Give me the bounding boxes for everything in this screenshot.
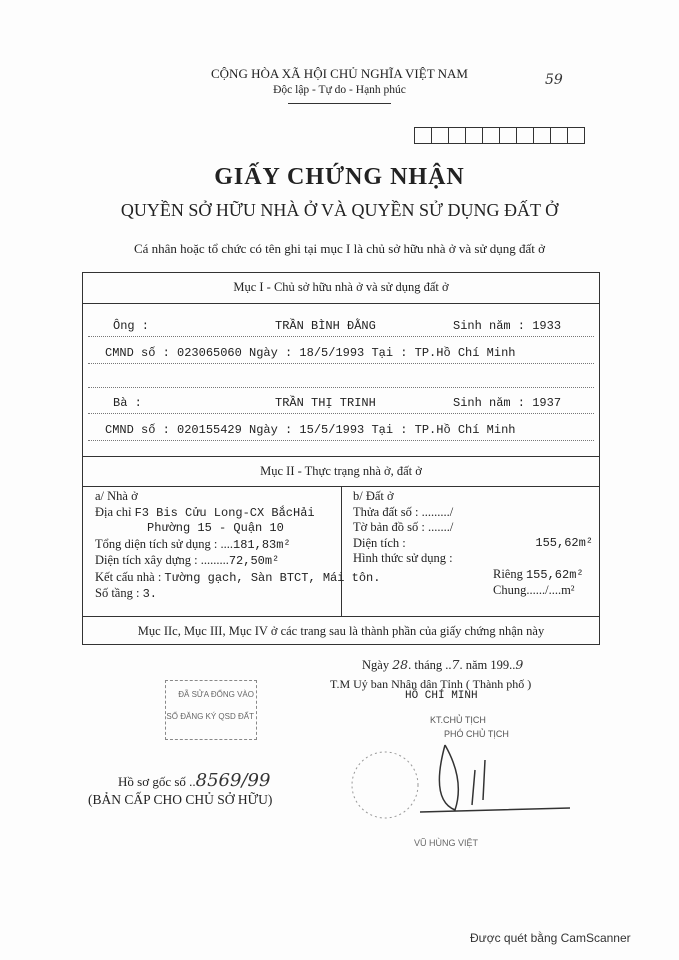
page-number: 59 bbox=[545, 72, 563, 88]
document-subtitle: QUYỀN SỞ HỮU NHÀ Ở VÀ QUYỀN SỬ DỤNG ĐẤT Ở bbox=[120, 200, 559, 220]
section2-heading: Mục II - Thực trạng nhà ở, đất ở bbox=[260, 464, 422, 478]
registration-stamp: ĐÃ SỬA ĐỔNG VÀO SỔ ĐĂNG KÝ QSD ĐẤT bbox=[165, 680, 257, 740]
copy-note: (BẢN CẤP CHO CHỦ SỞ HỮU) bbox=[88, 792, 273, 807]
role-line2: PHÓ CHỦ TỊCH bbox=[444, 729, 509, 739]
certificate-table bbox=[82, 272, 600, 645]
owner1-name: TRẦN BÌNH ĐẰNG bbox=[275, 319, 376, 333]
document-title: GIẤY CHỨNG NHẬN bbox=[214, 164, 465, 190]
section1-heading: Mục I - Chủ sở hữu nhà ở và sử dụng đất ở bbox=[233, 280, 449, 294]
issuing-authority: T.M Uỷ ban Nhân dân Tỉnh ( Thành phố ) bbox=[330, 677, 532, 691]
owner1-title: Ông : bbox=[113, 319, 150, 333]
country-name: CỘNG HÒA XÃ HỘI CHỦ NGHĨA VIỆT NAM bbox=[211, 66, 468, 81]
owner2-title: Bà : bbox=[113, 396, 142, 410]
issue-date: Ngày 28. tháng ..7. năm 199..9 bbox=[362, 657, 524, 672]
signer-name: VŨ HÙNG VIỆT bbox=[414, 838, 479, 848]
owner2-name: TRẦN THỊ TRINH bbox=[275, 396, 376, 410]
section2-footer: Mục IIc, Mục III, Mục IV ở các trang sau là thành phần của giấy chứng nhận này bbox=[137, 624, 545, 638]
owner1-birth: Sinh năm : 1933 bbox=[453, 319, 562, 333]
motto: Độc lập - Tự do - Hạnh phúc bbox=[273, 84, 406, 96]
scanner-watermark: Được quét bằng CamScanner bbox=[470, 931, 631, 945]
motto-underline bbox=[288, 103, 391, 104]
house-section: a/ Nhà ở Địa chỉ F3 Bis Cửu Long-CX BắcHải Phường 15 - Quận 10 Tổng diện tích sử dụng : ....181,83m² Diện tích xây dựng : .........72,50m² Kết cấu nhà : Tường gạch, Sàn BTCT, Mái tôn. Số tầng : 3. bbox=[95, 489, 381, 601]
intro-text: Cá nhân hoặc tổ chức có tên ghi tại mục I là chủ sở hữu nhà ở và sử dụng đất ở bbox=[133, 241, 546, 256]
role-line1: KT.CHỦ TỊCH bbox=[430, 715, 486, 725]
owner2-birth: Sinh năm : 1937 bbox=[453, 396, 562, 410]
owner2-id: CMND số : 020155429 Ngày : 15/5/1993 Tại : TP.Hồ Chí Minh bbox=[105, 423, 516, 437]
owner1-id: CMND số : 023065060 Ngày : 18/5/1993 Tại : TP.Hồ Chí Minh bbox=[105, 346, 516, 360]
serial-number-boxes bbox=[415, 127, 585, 144]
land-section: b/ Đất ở Thửa đất số : ........./ Tờ bản đồ số : ......./ Diện tích : 155,62m² Hình thức sử dụng : Riêng 155,62m² Chung....../....m² bbox=[353, 489, 593, 597]
authority-city: HỒ CHÍ MINH bbox=[405, 690, 478, 702]
record-number: Hồ sơ gốc số ..8569/99 bbox=[118, 770, 271, 791]
official-seal-and-signature bbox=[350, 740, 580, 820]
